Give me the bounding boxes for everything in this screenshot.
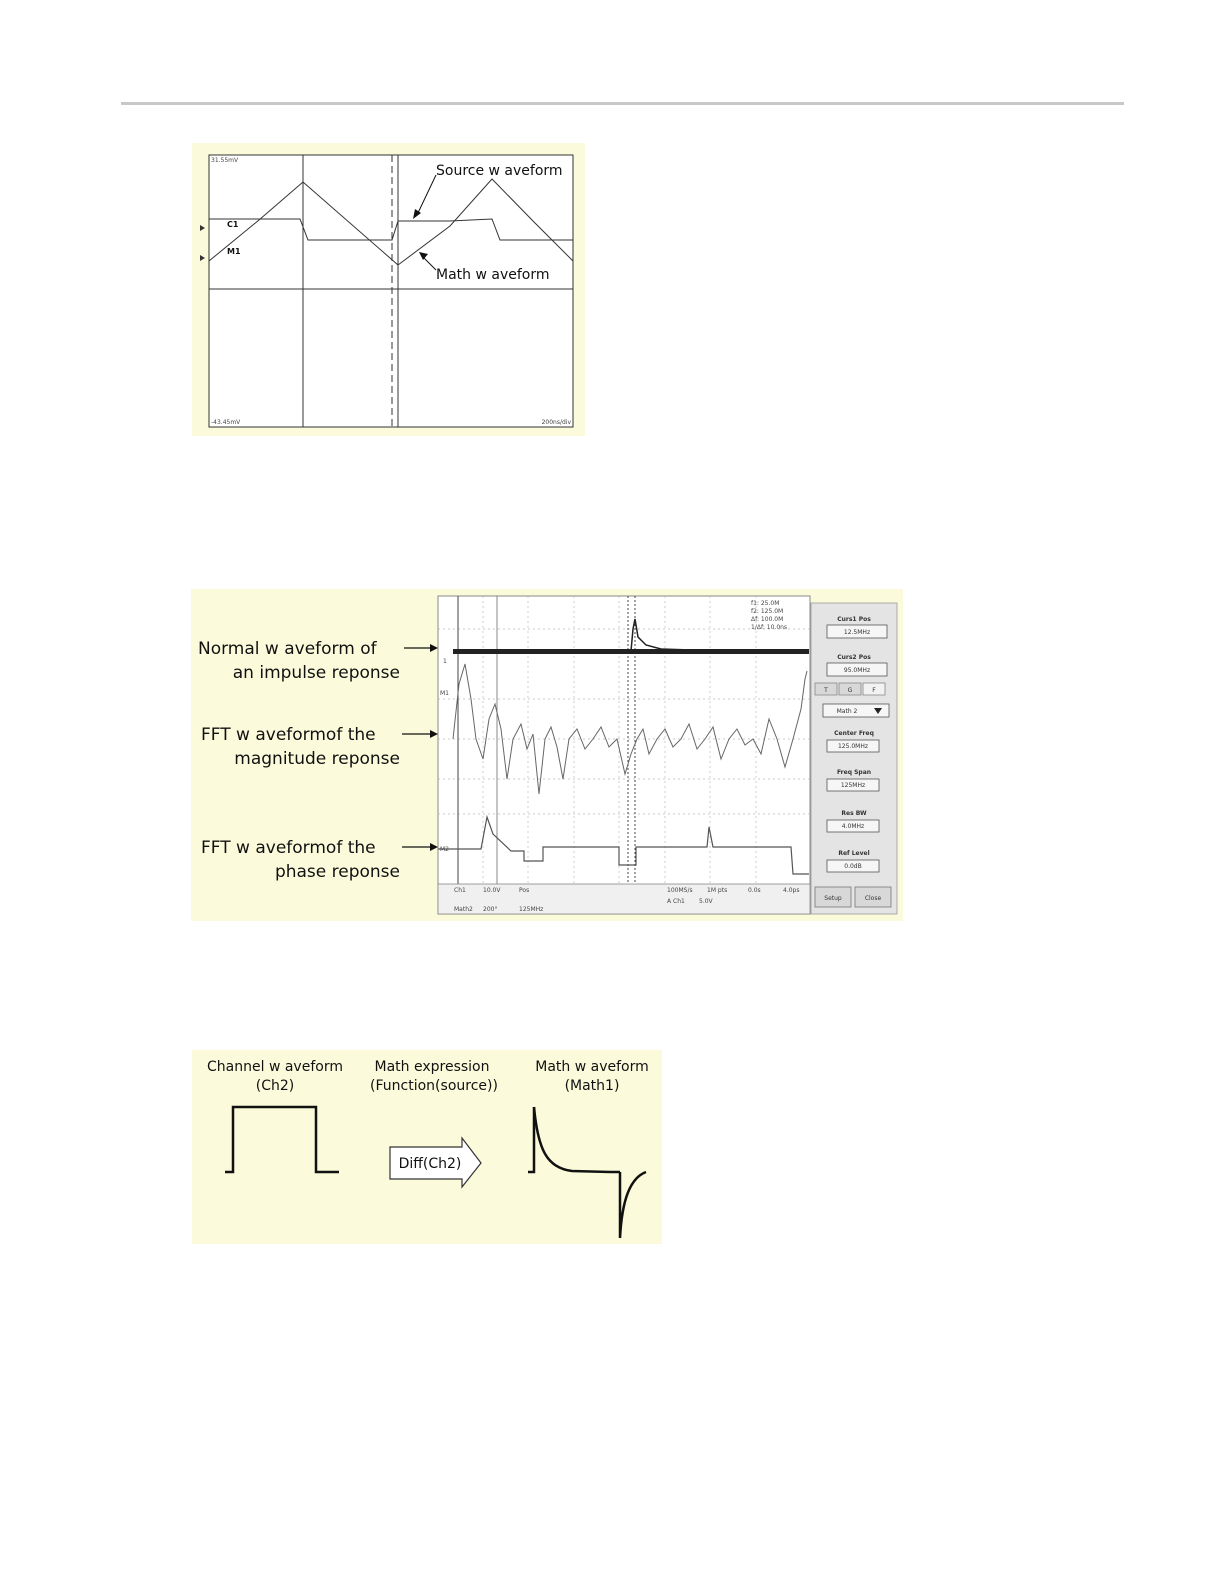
status-pos: Pos <box>519 887 530 894</box>
label-fft-mag-line2: magnitude reponse <box>234 749 400 769</box>
res-bw-title: Res BW <box>841 810 867 817</box>
figure-fft-impulse <box>191 589 903 921</box>
label-normal-line1: Normal w aveform of <box>198 639 377 659</box>
col1-line1: Channel w aveform <box>207 1059 343 1075</box>
label-fft-mag-line1: FFT w aveformof the <box>201 725 376 745</box>
status-pts: 1M pts <box>707 887 728 894</box>
col2-line1: Math expression <box>374 1059 490 1075</box>
math1-decay <box>534 1107 620 1172</box>
readout-4: 1/Δf: 10.0ns <box>751 624 788 631</box>
svg-text:T: T <box>824 687 828 694</box>
math-1-marker <box>200 255 205 261</box>
status-trigger: A Ch1 <box>667 898 685 905</box>
status-volts: 10.0V <box>483 887 501 894</box>
channel-label: C1 <box>227 220 239 229</box>
curs2-value: 95.0MHz <box>843 667 871 674</box>
status-trigger-level: 5.0V <box>699 898 713 905</box>
col3-line2: (Math1) <box>564 1078 620 1094</box>
callout-math: Math w aveform <box>436 267 550 283</box>
status-time: 0.0s <box>748 887 761 894</box>
readout-3: Δf: 100.0M <box>751 616 784 623</box>
math1-waveform <box>528 1107 534 1172</box>
scope-bottom-left: -43.45mV <box>211 419 241 426</box>
close-label: Close <box>864 895 882 902</box>
arrow-label: Diff(Ch2) <box>398 1156 462 1172</box>
math1-negative-spike <box>620 1172 646 1238</box>
setup-label: Setup <box>824 895 842 902</box>
dropdown-value: Math 2 <box>836 708 858 715</box>
figure-diff-expression <box>192 1050 662 1244</box>
label-fft-phase-line2: phase reponse <box>274 862 400 882</box>
marker-1: 1 <box>443 658 447 665</box>
col2-line2: (Function(source)) <box>370 1078 498 1094</box>
callout-source: Source w aveform <box>436 163 563 179</box>
status-ch: Ch1 <box>454 887 466 894</box>
col1-line2: (Ch2) <box>255 1078 295 1094</box>
header-rule <box>121 102 1124 105</box>
curs1-title: Curs1 Pos <box>837 616 871 623</box>
freq-span-title: Freq Span <box>836 769 872 776</box>
res-bw-value: 4.0MHz <box>841 823 865 830</box>
ref-level-title: Ref Level <box>838 850 870 857</box>
label-normal-line2: an impulse reponse <box>232 663 400 683</box>
ref-level-value: 0.0dB <box>844 863 862 870</box>
readout-2: f2: 125.0M <box>751 608 784 615</box>
svg-text:G: G <box>847 687 853 694</box>
marker-m2: M2 <box>440 846 449 853</box>
marker-m1: M1 <box>440 690 449 697</box>
status-rate: 100MS/s <box>667 887 693 894</box>
scope-screen <box>438 596 810 914</box>
curs2-title: Curs2 Pos <box>837 654 871 661</box>
curs1-value: 12.5MHz <box>843 629 871 636</box>
status-deg: 200° <box>483 906 498 913</box>
label-fft-phase-line1: FFT w aveformof the <box>201 838 376 858</box>
channel-1-marker <box>200 225 205 231</box>
status-math: Math2 <box>454 906 473 913</box>
scope-top-left: 31.55mV <box>211 157 239 164</box>
svg-text:F: F <box>872 687 876 694</box>
freq-span-value: 125MHz <box>840 782 866 789</box>
center-freq-value: 125.0MHz <box>837 743 869 750</box>
scope-graticule <box>209 155 573 427</box>
center-freq-title: Center Freq <box>834 730 874 737</box>
math-label: M1 <box>227 247 241 256</box>
status-freq: 125MHz <box>519 906 544 913</box>
readout-1: f1: 25.0M <box>751 600 780 607</box>
ch2-pulse-waveform <box>225 1107 339 1172</box>
col3-line1: Math w aveform <box>535 1059 649 1075</box>
status-ps: 4.0ps <box>783 887 800 894</box>
figure-source-math-waveform <box>192 143 585 436</box>
scope-bottom-right: 200ns/div <box>541 419 571 426</box>
